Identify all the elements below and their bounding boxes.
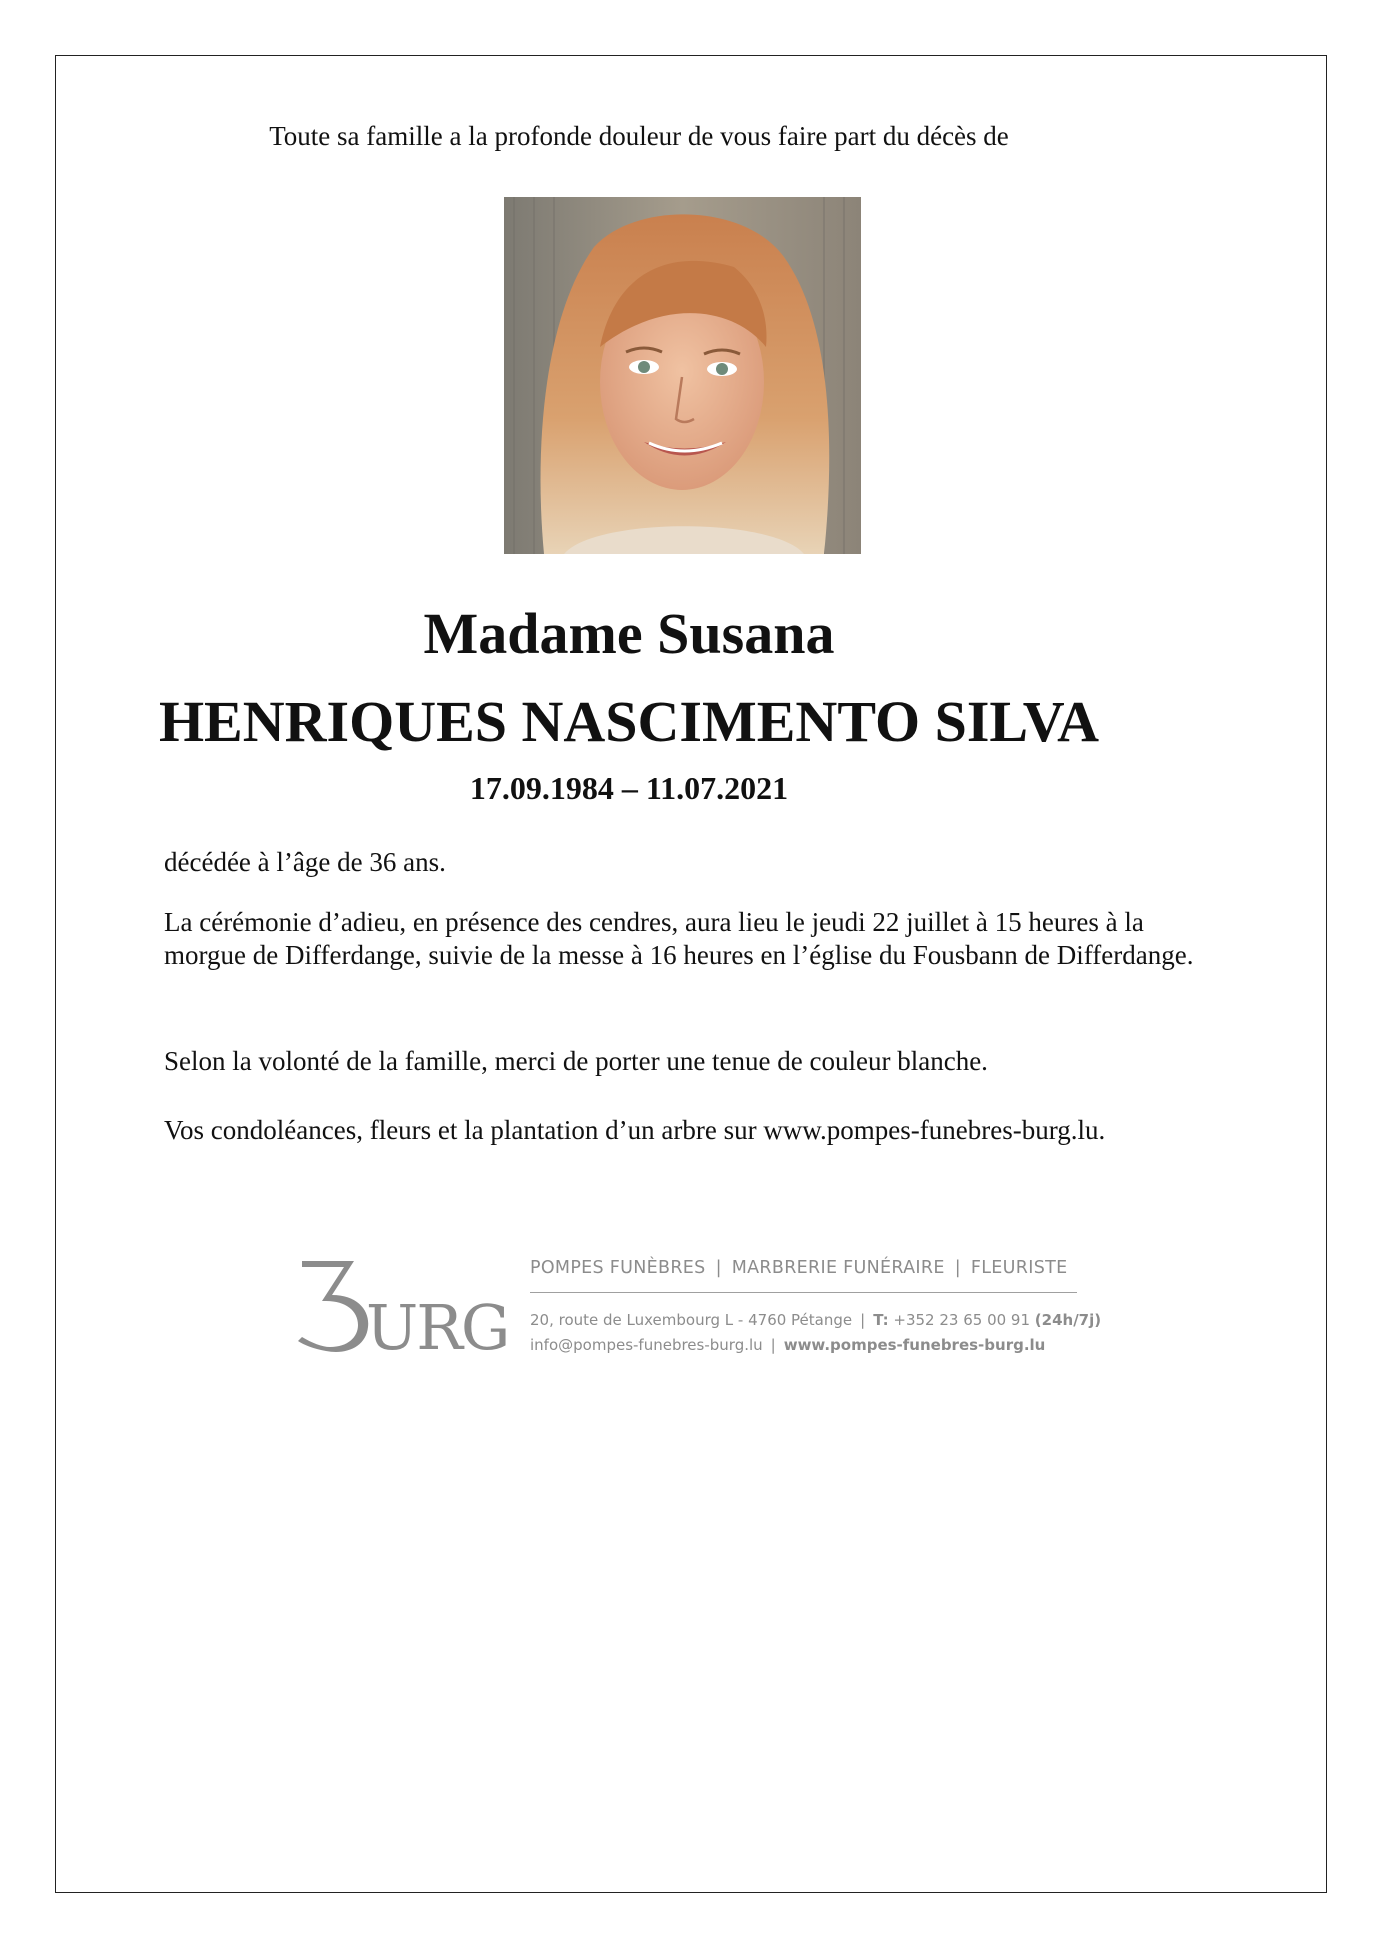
svg-text:URG: URG <box>366 1291 509 1364</box>
condolence-paragraph: Vos condoléances, fleurs et la plantation d’un arbre sur www.pompes-funebres-burg.lu. <box>164 1115 1106 1145</box>
ceremony-paragraph: La cérémonie d’adieu, en présence des cendres, aura lieu le jeudi 22 juillet à 15 heures à la morgue de Differdange, suivie de la messe à 16 heures en l’église du Fousbann de Differdange. <box>164 907 1194 970</box>
services-line <box>530 1258 1090 1278</box>
service-masonry: MARBRERIE FUNÉRAIRE <box>731 1258 945 1278</box>
separator: | <box>954 1258 961 1278</box>
burg-logo <box>296 1255 509 1364</box>
dress-code-paragraph: Selon la volonté de la famille, merci de porter une tenue de couleur blanche. <box>164 1046 988 1076</box>
service-florist: FLEURISTE <box>970 1258 1068 1278</box>
divider <box>530 1292 1077 1293</box>
phone-hours: (24h/7j) <box>1034 1311 1102 1329</box>
phone-number: +352 23 65 00 91 <box>893 1311 1031 1329</box>
portrait-photo <box>504 197 861 554</box>
email-link[interactable]: info@pompes-funebres-burg.lu <box>530 1336 763 1354</box>
separator: | <box>770 1336 776 1354</box>
service-funeral: POMPES FUNÈBRES <box>530 1258 706 1278</box>
contact-line-2 <box>530 1333 1090 1358</box>
contact-line-1 <box>530 1308 1102 1333</box>
website-link[interactable]: www.pompes-funebres-burg.lu <box>783 1336 1046 1354</box>
address: 20, route de Luxembourg L - 4760 Pétange <box>530 1311 853 1329</box>
age-paragraph: décédée à l’âge de 36 ans. <box>164 847 446 877</box>
intro-text: Toute sa famille a la profonde douleur de vous faire part du décès de <box>269 121 1009 151</box>
separator: | <box>715 1258 722 1278</box>
deceased-name-surname: HENRIQUES NASCIMENTO SILVA <box>158 689 1100 754</box>
funeral-home-info <box>530 1258 1102 1358</box>
phone-label: T: <box>873 1311 889 1329</box>
life-dates: 17.09.1984 – 11.07.2021 <box>469 770 789 806</box>
deceased-name-first: Madame Susana <box>423 601 835 666</box>
separator: | <box>860 1311 866 1329</box>
